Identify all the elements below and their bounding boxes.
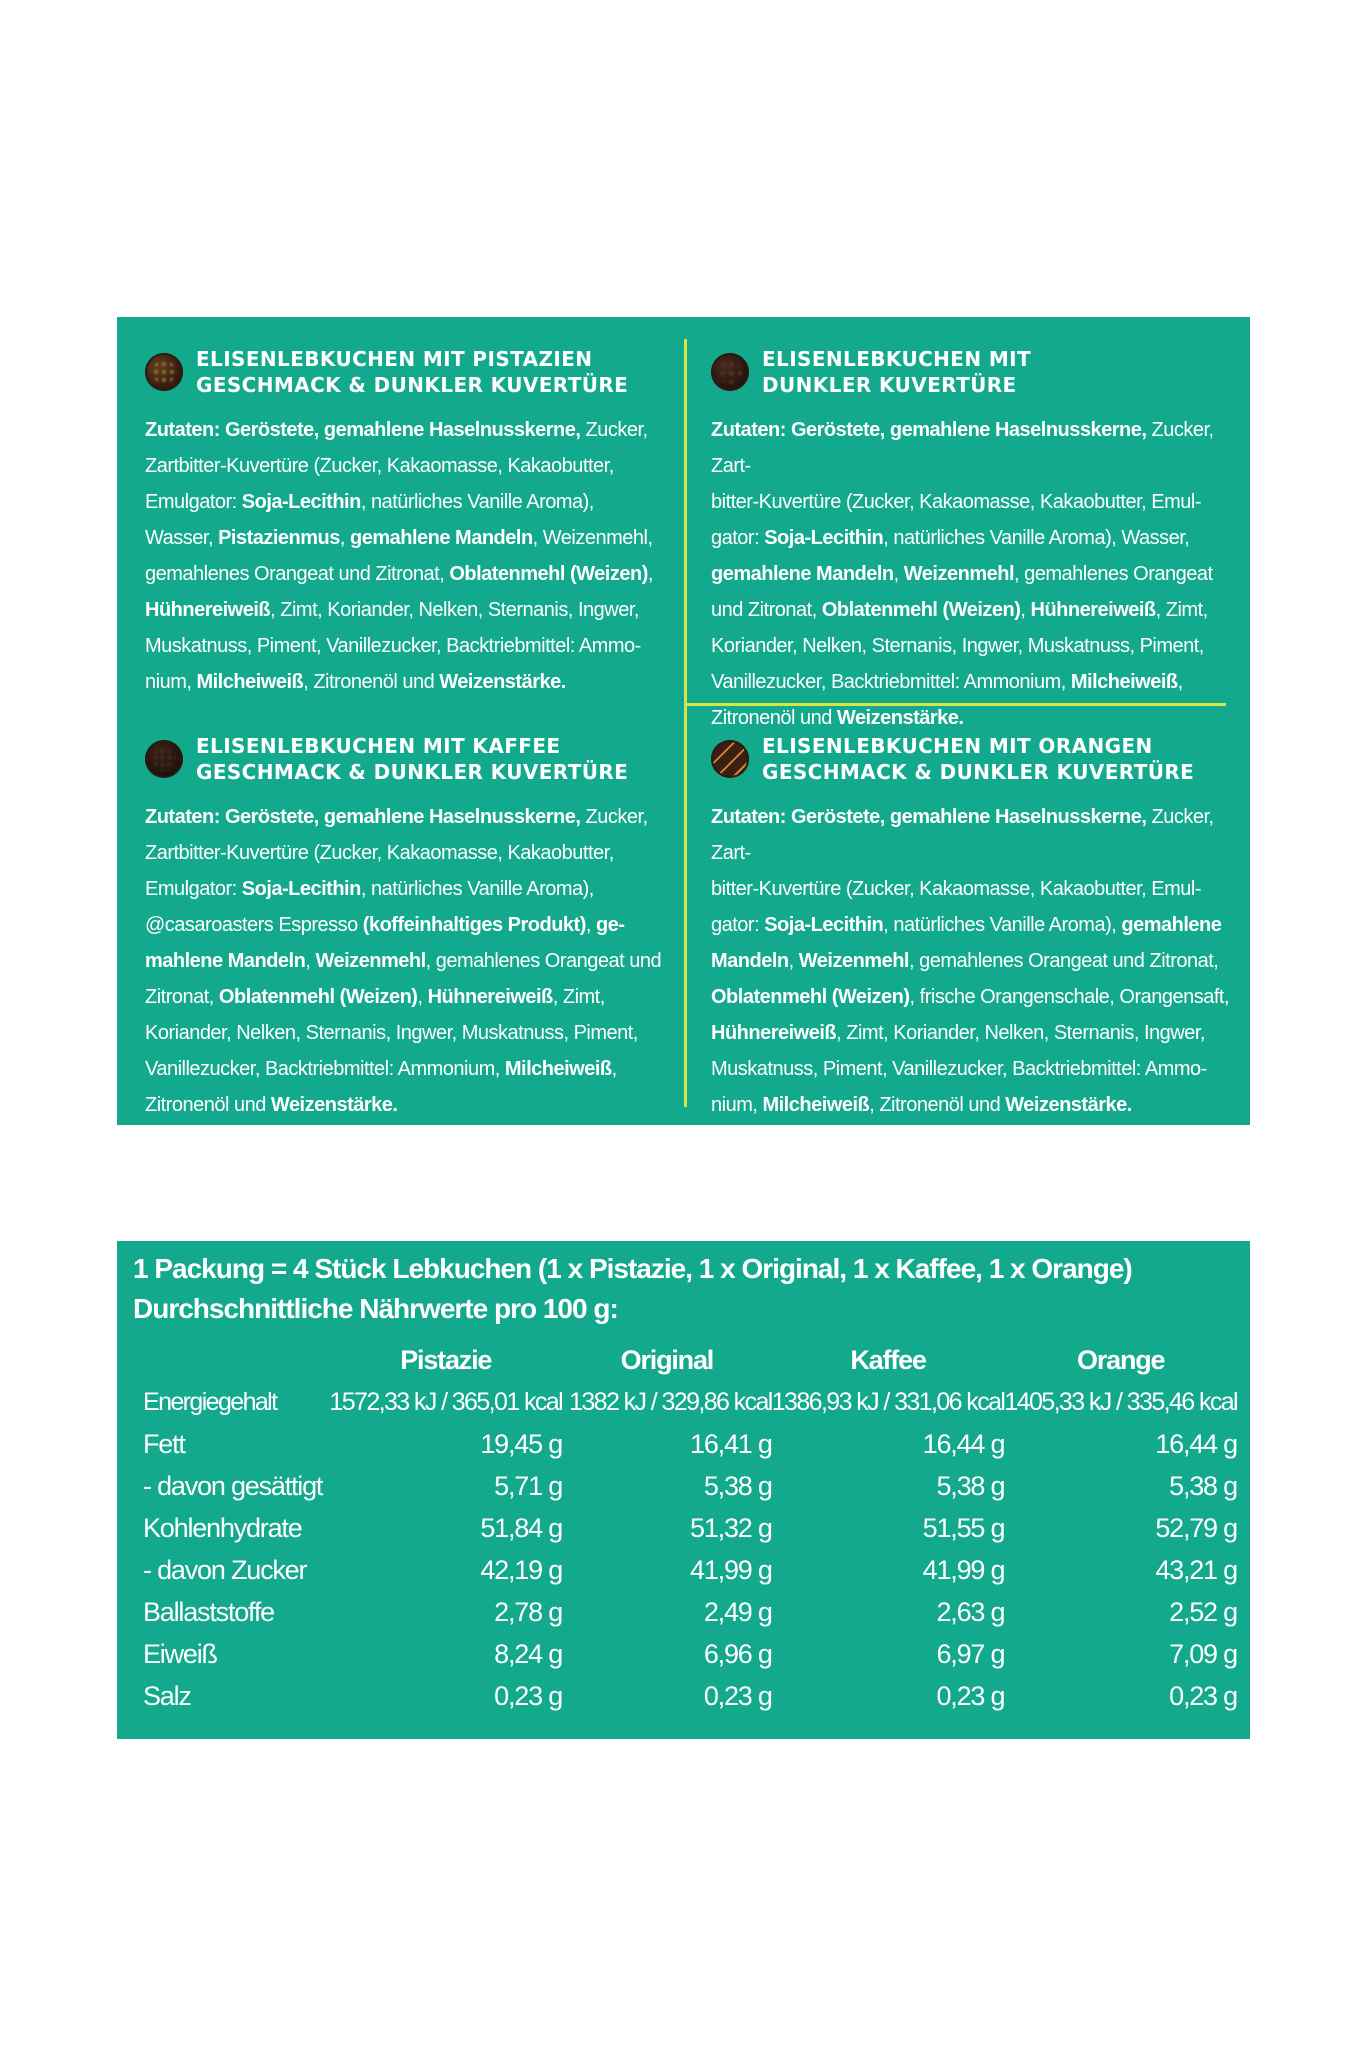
nutrient-value: 6,97 g — [936, 1639, 1005, 1669]
ingredients-line: Emulgator: Soja-Lecithin, natürliches Vanille Aroma), — [145, 491, 594, 513]
nutrient-label: - davon Zucker — [143, 1555, 307, 1585]
nutrient-value: 42,19 g — [480, 1555, 563, 1585]
table-row — [133, 1591, 1237, 1633]
nutrition-panel — [117, 1241, 1250, 1739]
nutrient-value: 5,38 g — [936, 1471, 1005, 1501]
ingredients-line: Zartbitter-Kuvertüre (Zucker, Kakaomasse, Kakaobutter, — [145, 842, 614, 864]
ingredients-line: Hühnereiweiß, Zimt, Koriander, Nelken, Sternanis, Ingwer, — [711, 1022, 1205, 1044]
ingredients-line: Muskatnuss, Piment, Vanillezucker, Backtriebmittel: Ammo- — [711, 1058, 1207, 1080]
nutrient-value: 2,63 g — [936, 1597, 1005, 1627]
nutrition-table — [133, 1339, 1237, 1717]
product-title: ELISENLEBKUCHEN MIT DUNKLER KUVERTÜRE — [762, 347, 1032, 397]
ingredients-line: Mandeln, Weizenmehl, gemahlenes Orangeat und Zitronat, — [711, 950, 1219, 972]
nutrient-label: - davon gesättigt — [143, 1471, 323, 1501]
ingredients-line: nium, Milcheiweiß, Zitronenöl und Weizenstärke. — [145, 671, 566, 693]
nutrient-label: Ballaststoffe — [143, 1597, 274, 1627]
ingredients-line: Zartbitter-Kuvertüre (Zucker, Kakaomasse, Kakaobutter, — [145, 455, 614, 477]
nutrient-value: 5,71 g — [494, 1471, 563, 1501]
vertical-divider — [684, 339, 687, 1107]
nutrient-value: 6,96 g — [703, 1639, 772, 1669]
ingredients-line: Zitronenöl und Weizenstärke. — [145, 1094, 398, 1116]
nutrient-value: 43,21 g — [1155, 1555, 1237, 1585]
product-title: ELISENLEBKUCHEN MIT PISTAZIEN GESCHMACK & DUNKLER KUVERTÜRE — [196, 347, 629, 397]
nutrient-value: 41,99 g — [922, 1555, 1005, 1585]
nutrient-value: 0,23 g — [703, 1681, 772, 1711]
product-orange — [711, 731, 1241, 1123]
nutrient-value: 2,52 g — [1169, 1597, 1237, 1627]
ingredients-line: Zitronenöl und Weizenstärke. — [711, 707, 964, 729]
ingredients-line: gemahlenes Orangeat und Zitronat, Oblatenmehl (Weizen), — [145, 563, 653, 585]
nutrient-value: 16,41 g — [690, 1429, 772, 1459]
ingredients-line: Zutaten: Geröstete, gemahlene Haselnusskerne, Zucker, — [145, 806, 648, 828]
ingredients-line: @casaroasters Espresso (koffeinhaltiges Produkt), ge- — [145, 914, 625, 936]
table-row — [133, 1633, 1237, 1675]
nutrient-label: Fett — [143, 1429, 185, 1459]
orange-lebkuchen-icon — [711, 740, 749, 778]
pistachio-lebkuchen-icon — [145, 353, 183, 391]
coffee-lebkuchen-icon — [145, 740, 183, 778]
package-info: 1 Packung = 4 Stück Lebkuchen (1 x Pistazie, 1 x Original, 1 x Kaffee, 1 x Orange) — [133, 1253, 1132, 1284]
nutrient-value: 8,24 g — [494, 1639, 563, 1669]
nutrient-value: 51,84 g — [480, 1513, 563, 1543]
column-header: Pistazie — [400, 1345, 492, 1375]
ingredients-line: gemahlene Mandeln, Weizenmehl, gemahlenes Orangeat — [711, 563, 1213, 585]
nutrient-value: 5,38 g — [1169, 1471, 1237, 1501]
ingredients-line: Emulgator: Soja-Lecithin, natürliches Vanille Aroma), — [145, 878, 594, 900]
nutrient-value: 16,44 g — [1155, 1429, 1237, 1459]
nutrient-value: 1572,33 kJ / 365,01 kcal — [329, 1388, 563, 1416]
nutrient-value: 41,99 g — [690, 1555, 772, 1585]
product-title: ELISENLEBKUCHEN MIT ORANGEN GESCHMACK & DUNKLER KUVERTÜRE — [762, 734, 1195, 784]
ingredients-line: Zutaten: Geröstete, gemahlene Haselnusskerne, Zucker, Zart- — [711, 419, 1214, 477]
nutrient-value: 51,32 g — [690, 1513, 772, 1543]
table-row — [133, 1381, 1237, 1423]
ingredients-line: bitter-Kuvertüre (Zucker, Kakaomasse, Kakaobutter, Emul- — [711, 878, 1201, 900]
ingredients-panel — [117, 317, 1250, 1125]
ingredients-line: Hühnereiweiß, Zimt, Koriander, Nelken, Sternanis, Ingwer, — [145, 599, 639, 621]
nutrient-label: Kohlenhydrate — [143, 1513, 302, 1543]
ingredients-line: Koriander, Nelken, Sternanis, Ingwer, Muskatnuss, Piment, — [711, 635, 1204, 657]
ingredients-line: Koriander, Nelken, Sternanis, Ingwer, Muskatnuss, Piment, — [145, 1022, 638, 1044]
nutrient-value: 52,79 g — [1155, 1513, 1237, 1543]
nutrient-label: Energiegehalt — [143, 1388, 277, 1416]
ingredients-line: und Zitronat, Oblatenmehl (Weizen), Hühnereiweiß, Zimt, — [711, 599, 1208, 621]
nutrient-value: 5,38 g — [703, 1471, 772, 1501]
nutrient-value: 1386,93 kJ / 331,06 kcal — [771, 1388, 1005, 1416]
original-lebkuchen-icon — [711, 353, 749, 391]
ingredients-line: Oblatenmehl (Weizen), frische Orangenschale, Orangensaft, — [711, 986, 1230, 1008]
ingredients-line: Vanillezucker, Backtriebmittel: Ammonium, Milcheiweiß, — [145, 1058, 617, 1080]
nutrient-label: Eiweiß — [143, 1639, 217, 1669]
product-pistazie — [145, 344, 675, 700]
ingredients-line: Vanillezucker, Backtriebmittel: Ammonium, Milcheiweiß, — [711, 671, 1183, 693]
product-title: ELISENLEBKUCHEN MIT KAFFEE GESCHMACK & DUNKLER KUVERTÜRE — [196, 734, 629, 784]
column-header: Orange — [1077, 1345, 1165, 1375]
column-header: Original — [620, 1345, 714, 1375]
ingredients-text — [711, 412, 1241, 736]
ingredients-line: mahlene Mandeln, Weizenmehl, gemahlenes Orangeat und — [145, 950, 662, 972]
table-row — [133, 1507, 1237, 1549]
table-row — [133, 1549, 1237, 1591]
nutrient-value: 0,23 g — [936, 1681, 1005, 1711]
table-row — [133, 1675, 1237, 1717]
nutrient-value: 2,49 g — [703, 1597, 772, 1627]
ingredients-line: Muskatnuss, Piment, Vanillezucker, Backtriebmittel: Ammo- — [145, 635, 641, 657]
nutrient-value: 7,09 g — [1169, 1639, 1237, 1669]
product-original — [711, 344, 1241, 736]
ingredients-line: Zutaten: Geröstete, gemahlene Haselnusskerne, Zucker, Zart- — [711, 806, 1214, 864]
nutrition-heading: Durchschnittliche Nährwerte pro 100 g: — [133, 1293, 618, 1324]
nutrient-value: 19,45 g — [480, 1429, 563, 1459]
ingredients-text — [145, 799, 675, 1123]
ingredients-text — [145, 412, 675, 700]
ingredients-text — [711, 799, 1241, 1123]
nutrient-value: 1382 kJ / 329,86 kcal — [569, 1388, 772, 1416]
nutrient-value: 1405,33 kJ / 335,46 kcal — [1004, 1388, 1237, 1416]
table-row — [133, 1465, 1237, 1507]
nutrient-label: Salz — [143, 1681, 191, 1711]
nutrient-value: 16,44 g — [922, 1429, 1005, 1459]
column-header: Kaffee — [850, 1345, 926, 1375]
nutrient-value: 2,78 g — [494, 1597, 563, 1627]
ingredients-line: nium, Milcheiweiß, Zitronenöl und Weizenstärke. — [711, 1094, 1132, 1116]
nutrient-value: 51,55 g — [922, 1513, 1005, 1543]
ingredients-line: Wasser, Pistazienmus, gemahlene Mandeln, Weizenmehl, — [145, 527, 653, 549]
table-header-row — [133, 1339, 1237, 1381]
ingredients-line: Zutaten: Geröstete, gemahlene Haselnusskerne, Zucker, — [145, 419, 648, 441]
ingredients-line: gator: Soja-Lecithin, natürliches Vanille Aroma), gemahlene — [711, 914, 1222, 936]
product-kaffee — [145, 731, 675, 1123]
ingredients-line: bitter-Kuvertüre (Zucker, Kakaomasse, Kakaobutter, Emul- — [711, 491, 1201, 513]
nutrient-value: 0,23 g — [1169, 1681, 1237, 1711]
nutrient-value: 0,23 g — [494, 1681, 563, 1711]
ingredients-line: gator: Soja-Lecithin, natürliches Vanille Aroma), Wasser, — [711, 527, 1190, 549]
table-row — [133, 1423, 1237, 1465]
ingredients-line: Zitronat, Oblatenmehl (Weizen), Hühnereiweiß, Zimt, — [145, 986, 605, 1008]
